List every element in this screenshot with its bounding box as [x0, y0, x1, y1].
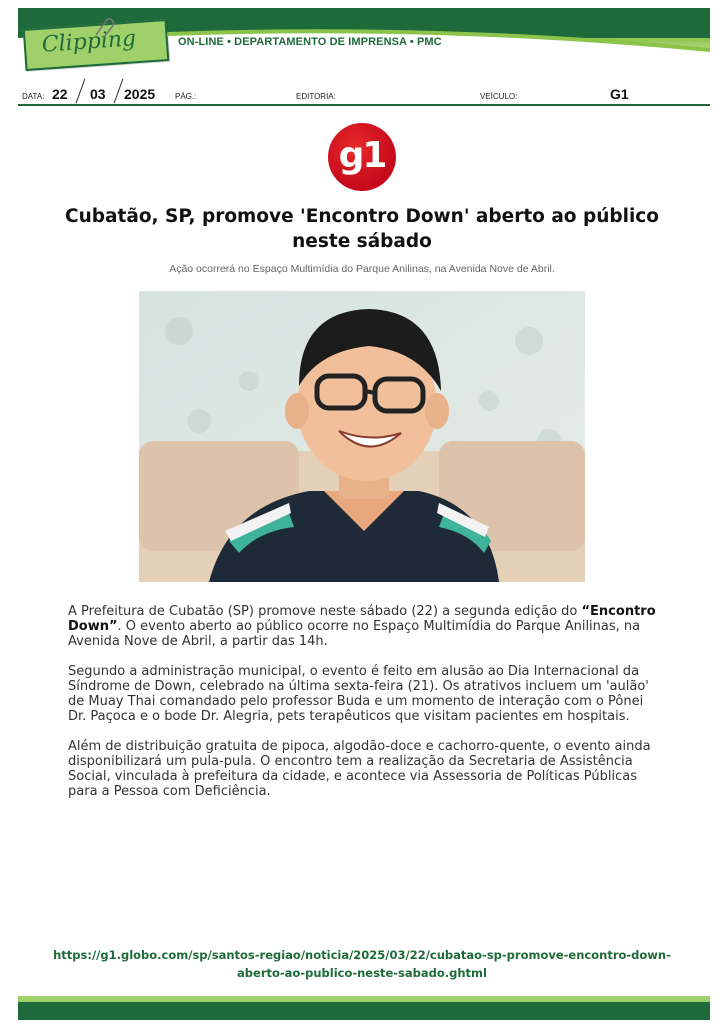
paragraph-1-end: . O evento aberto ao público ocorre no Espaço Multimídia do Parque Anilinas, na Avenida Nove de Abril, a partir das 14h. — [68, 619, 641, 649]
footer-banner — [18, 1002, 710, 1020]
article-paragraph-2: Segundo a administração municipal, o evento é feito em alusão ao Dia Internacional da Síndrome de Down, celebrado na última sexta-feira (21). Os atrativos incluem um 'aulão' de Muay Thai comandado pelo professor Buda e um momento de interação com o Pônei Dr. Paçoca e o bode Dr. Alegria, pets terapêuticos que visitam pacientes em hospitais. — [68, 664, 649, 724]
g1-logo-text: g1 — [338, 135, 386, 176]
meta-divider — [18, 104, 710, 106]
page-label: PÁG.: — [175, 92, 197, 101]
article-subtitle: Ação ocorrerá no Espaço Multimídia do Parque Anilinas, na Avenida Nove de Abril. — [169, 263, 555, 275]
source-link[interactable] — [40, 946, 684, 982]
meta-row — [20, 80, 710, 104]
date-separator — [76, 79, 86, 104]
date-year: 2025 — [124, 86, 156, 102]
article-paragraph-3: Além de distribuição gratuita de pipoca, algodão-doce e cachorro-quente, o evento ainda disponibilizará um pula-pula. O encontro tem a realização da Secretaria de Assistência Social, vinculada à prefeitura da cidade, e acontece via Assessoria de Políticas Públicas para a Pessoa com Deficiência. — [68, 739, 651, 799]
editoria-label: EDITORIA: — [296, 92, 336, 101]
date-label: DATA: — [22, 92, 45, 101]
paragraph-1-start: A Prefeitura de Cubatão (SP) promove neste sábado (22) a segunda edição do — [68, 604, 582, 619]
article-headline: Cubatão, SP, promove 'Encontro Down' aberto ao público neste sábado — [65, 206, 659, 252]
paperclip-icon — [92, 17, 118, 39]
source-link-line-1[interactable]: https://g1.globo.com/sp/santos-regiao/noticia/2025/03/22/cubatao-sp-promove-encontro-down- — [53, 948, 671, 962]
g1-logo — [328, 123, 396, 191]
article-photo — [139, 291, 585, 582]
veiculo-value: G1 — [610, 86, 629, 102]
department-title: ON-LINE • DEPARTAMENTO DE IMPRENSA • PMC — [178, 36, 442, 48]
source-link-line-2[interactable]: aberto-ao-publico-neste-sabado.ghtml — [237, 966, 487, 980]
veiculo-label: VEÍCULO: — [480, 92, 518, 101]
event-name: “Encontro Down” — [68, 604, 656, 634]
date-month: 03 — [90, 86, 106, 102]
article-body — [68, 604, 658, 814]
article-paragraph-1 — [68, 604, 658, 649]
date-separator — [114, 79, 124, 104]
clipping-label: Clipping — [41, 26, 137, 58]
date-day: 22 — [52, 86, 68, 102]
